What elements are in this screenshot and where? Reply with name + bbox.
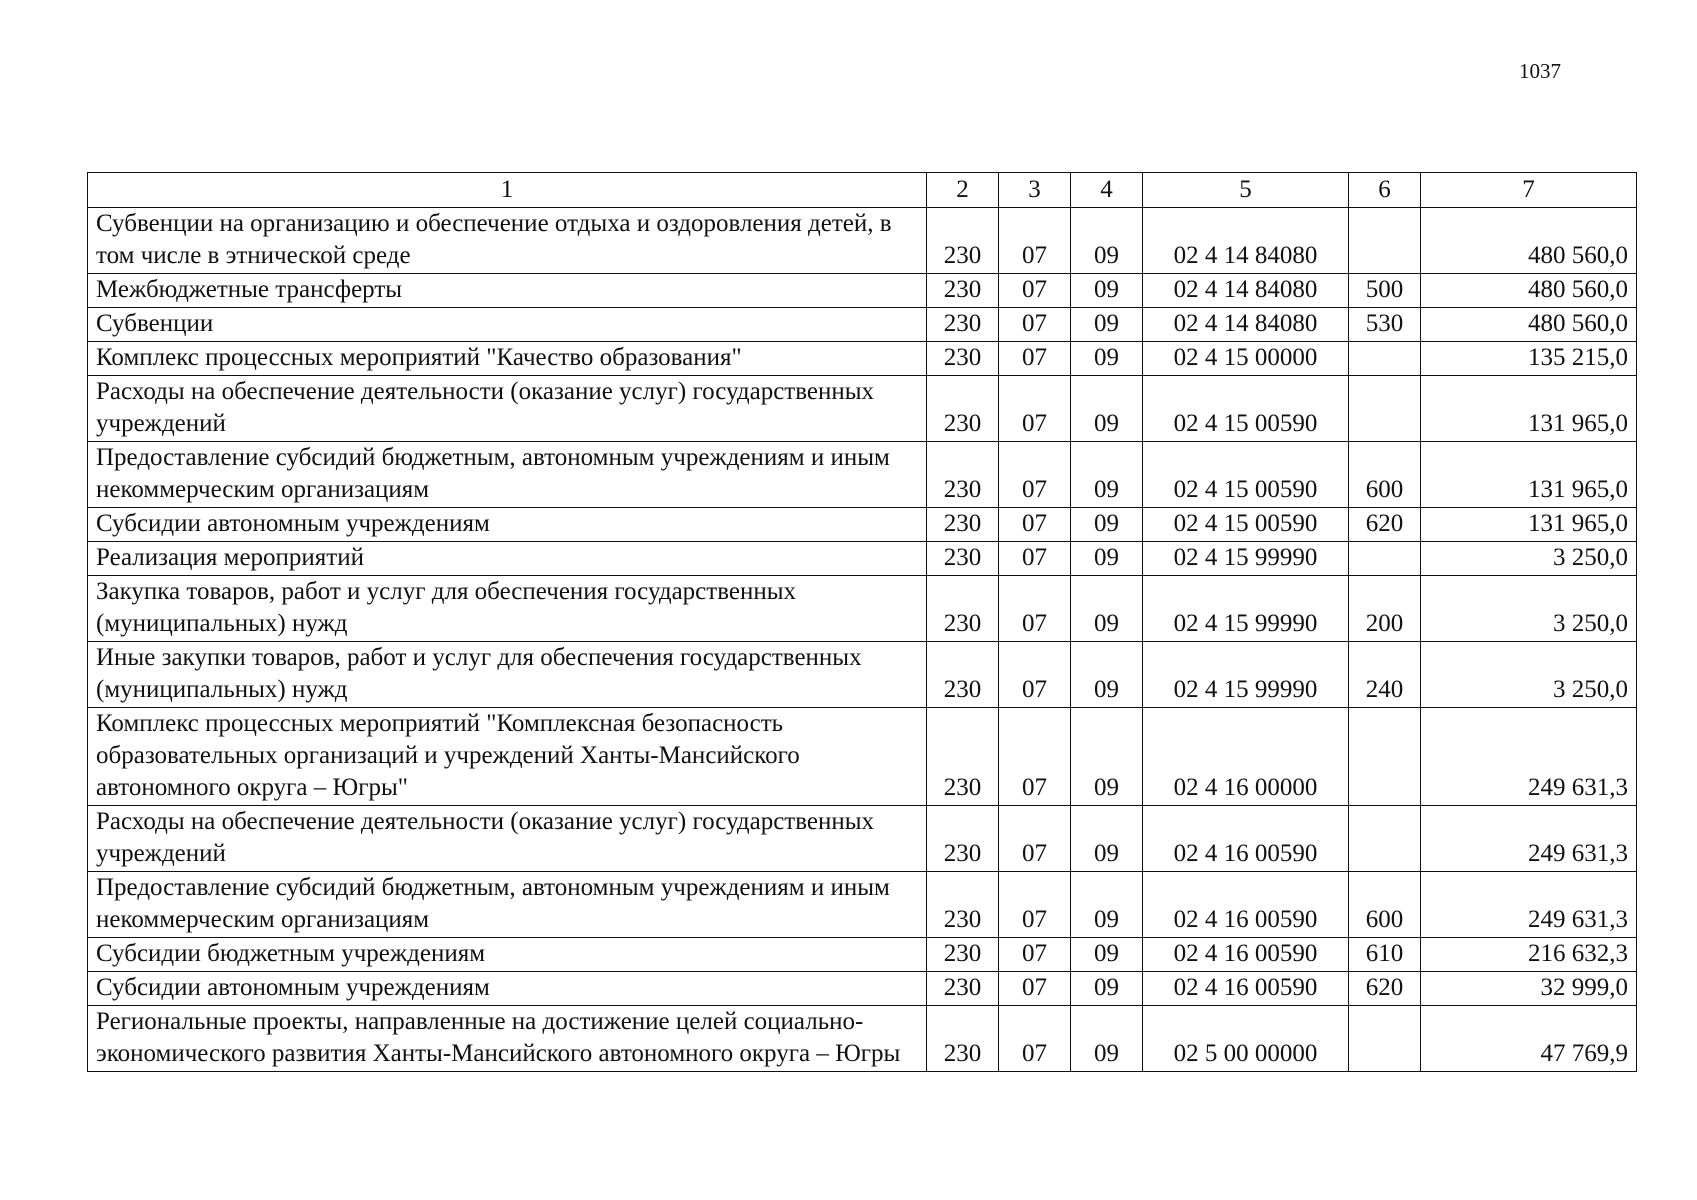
row-amount: 32 999,0 bbox=[1421, 972, 1637, 1006]
row-col6: 600 bbox=[1349, 442, 1421, 508]
row-col3: 07 bbox=[999, 708, 1071, 806]
row-col5: 02 4 15 00000 bbox=[1143, 342, 1349, 376]
row-col4: 09 bbox=[1071, 308, 1143, 342]
row-amount: 131 965,0 bbox=[1421, 376, 1637, 442]
row-name: Расходы на обеспечение деятельности (оказание услуг) государственных учреждений bbox=[88, 806, 927, 872]
row-col4: 09 bbox=[1071, 274, 1143, 308]
row-amount: 480 560,0 bbox=[1421, 308, 1637, 342]
row-col6: 530 bbox=[1349, 308, 1421, 342]
row-col5: 02 4 15 99990 bbox=[1143, 542, 1349, 576]
row-amount: 249 631,3 bbox=[1421, 708, 1637, 806]
row-name: Субсидии автономным учреждениям bbox=[88, 508, 927, 542]
table-row bbox=[88, 208, 1637, 274]
row-name: Реализация мероприятий bbox=[88, 542, 927, 576]
row-col4: 09 bbox=[1071, 872, 1143, 938]
row-amount: 131 965,0 bbox=[1421, 442, 1637, 508]
row-col6 bbox=[1349, 542, 1421, 576]
row-col3: 07 bbox=[999, 274, 1071, 308]
row-col3: 07 bbox=[999, 1006, 1071, 1072]
row-col5: 02 4 15 00590 bbox=[1143, 508, 1349, 542]
column-header-1: 1 bbox=[88, 173, 927, 208]
row-name: Субвенции bbox=[88, 308, 927, 342]
row-col3: 07 bbox=[999, 208, 1071, 274]
row-col6: 620 bbox=[1349, 972, 1421, 1006]
row-col5: 02 4 14 84080 bbox=[1143, 308, 1349, 342]
row-col2: 230 bbox=[927, 376, 999, 442]
table-row bbox=[88, 542, 1637, 576]
row-col5: 02 4 14 84080 bbox=[1143, 208, 1349, 274]
row-name: Расходы на обеспечение деятельности (оказание услуг) государственных учреждений bbox=[88, 376, 927, 442]
row-col6: 600 bbox=[1349, 872, 1421, 938]
row-col2: 230 bbox=[927, 208, 999, 274]
row-col3: 07 bbox=[999, 938, 1071, 972]
column-header-5: 5 bbox=[1143, 173, 1349, 208]
row-amount: 3 250,0 bbox=[1421, 576, 1637, 642]
row-name: Региональные проекты, направленные на достижение целей социально-экономического развития Ханты-Мансийского автономного округа – Югры bbox=[88, 1006, 927, 1072]
table-row bbox=[88, 642, 1637, 708]
row-col2: 230 bbox=[927, 508, 999, 542]
row-col2: 230 bbox=[927, 642, 999, 708]
row-col6 bbox=[1349, 376, 1421, 442]
row-col4: 09 bbox=[1071, 972, 1143, 1006]
row-col2: 230 bbox=[927, 938, 999, 972]
row-name: Субсидии бюджетным учреждениям bbox=[88, 938, 927, 972]
row-col3: 07 bbox=[999, 576, 1071, 642]
row-col4: 09 bbox=[1071, 576, 1143, 642]
row-col2: 230 bbox=[927, 576, 999, 642]
row-col2: 230 bbox=[927, 308, 999, 342]
row-col3: 07 bbox=[999, 972, 1071, 1006]
row-amount: 3 250,0 bbox=[1421, 642, 1637, 708]
table-row bbox=[88, 508, 1637, 542]
row-amount: 480 560,0 bbox=[1421, 274, 1637, 308]
row-col4: 09 bbox=[1071, 708, 1143, 806]
row-col5: 02 5 00 00000 bbox=[1143, 1006, 1349, 1072]
row-col2: 230 bbox=[927, 1006, 999, 1072]
row-col3: 07 bbox=[999, 342, 1071, 376]
row-name: Предоставление субсидий бюджетным, автономным учреждениям и иным некоммерческим организациям bbox=[88, 872, 927, 938]
row-col6 bbox=[1349, 342, 1421, 376]
row-col6 bbox=[1349, 708, 1421, 806]
row-col6 bbox=[1349, 1006, 1421, 1072]
row-col6: 500 bbox=[1349, 274, 1421, 308]
row-col2: 230 bbox=[927, 708, 999, 806]
row-name: Предоставление субсидий бюджетным, автономным учреждениям и иным некоммерческим организациям bbox=[88, 442, 927, 508]
table-row bbox=[88, 1006, 1637, 1072]
row-col2: 230 bbox=[927, 442, 999, 508]
row-col2: 230 bbox=[927, 972, 999, 1006]
row-amount: 135 215,0 bbox=[1421, 342, 1637, 376]
row-amount: 249 631,3 bbox=[1421, 872, 1637, 938]
row-col5: 02 4 15 99990 bbox=[1143, 576, 1349, 642]
row-col4: 09 bbox=[1071, 806, 1143, 872]
column-header-3: 3 bbox=[999, 173, 1071, 208]
row-col6: 620 bbox=[1349, 508, 1421, 542]
table-row bbox=[88, 376, 1637, 442]
row-col6: 200 bbox=[1349, 576, 1421, 642]
header-row bbox=[88, 173, 1637, 208]
row-col2: 230 bbox=[927, 274, 999, 308]
row-col3: 07 bbox=[999, 308, 1071, 342]
row-col3: 07 bbox=[999, 376, 1071, 442]
row-col4: 09 bbox=[1071, 342, 1143, 376]
row-col5: 02 4 15 99990 bbox=[1143, 642, 1349, 708]
row-col2: 230 bbox=[927, 342, 999, 376]
row-col4: 09 bbox=[1071, 542, 1143, 576]
table-row bbox=[88, 308, 1637, 342]
row-col3: 07 bbox=[999, 872, 1071, 938]
column-header-4: 4 bbox=[1071, 173, 1143, 208]
row-col4: 09 bbox=[1071, 508, 1143, 542]
table-row bbox=[88, 972, 1637, 1006]
table-row bbox=[88, 806, 1637, 872]
row-name: Иные закупки товаров, работ и услуг для обеспечения государственных (муниципальных) нужд bbox=[88, 642, 927, 708]
row-col2: 230 bbox=[927, 542, 999, 576]
row-col5: 02 4 14 84080 bbox=[1143, 274, 1349, 308]
table-row bbox=[88, 274, 1637, 308]
table-row bbox=[88, 708, 1637, 806]
table-row bbox=[88, 576, 1637, 642]
row-col2: 230 bbox=[927, 806, 999, 872]
column-header-6: 6 bbox=[1349, 173, 1421, 208]
row-col4: 09 bbox=[1071, 208, 1143, 274]
row-amount: 216 632,3 bbox=[1421, 938, 1637, 972]
row-amount: 3 250,0 bbox=[1421, 542, 1637, 576]
row-col4: 09 bbox=[1071, 442, 1143, 508]
row-col3: 07 bbox=[999, 542, 1071, 576]
row-col4: 09 bbox=[1071, 938, 1143, 972]
row-col5: 02 4 16 00590 bbox=[1143, 938, 1349, 972]
row-col5: 02 4 16 00590 bbox=[1143, 872, 1349, 938]
column-header-2: 2 bbox=[927, 173, 999, 208]
row-col5: 02 4 16 00000 bbox=[1143, 708, 1349, 806]
row-name: Комплекс процессных мероприятий "Комплексная безопасность образовательных организаций и учреждений Ханты-Мансийского автономного округа – Югры" bbox=[88, 708, 927, 806]
row-col4: 09 bbox=[1071, 1006, 1143, 1072]
row-amount: 131 965,0 bbox=[1421, 508, 1637, 542]
row-col3: 07 bbox=[999, 508, 1071, 542]
row-name: Межбюджетные трансферты bbox=[88, 274, 927, 308]
row-col6 bbox=[1349, 806, 1421, 872]
row-col5: 02 4 15 00590 bbox=[1143, 376, 1349, 442]
row-name: Субсидии автономным учреждениям bbox=[88, 972, 927, 1006]
row-name: Комплекс процессных мероприятий "Качество образования" bbox=[88, 342, 927, 376]
row-col5: 02 4 16 00590 bbox=[1143, 806, 1349, 872]
page-number: 1037 bbox=[1519, 59, 1561, 83]
row-col3: 07 bbox=[999, 442, 1071, 508]
row-amount: 249 631,3 bbox=[1421, 806, 1637, 872]
column-header-7: 7 bbox=[1421, 173, 1637, 208]
row-col6: 610 bbox=[1349, 938, 1421, 972]
row-name: Субвенции на организацию и обеспечение отдыха и оздоровления детей, в том числе в этнической среде bbox=[88, 208, 927, 274]
table-row bbox=[88, 872, 1637, 938]
row-name: Закупка товаров, работ и услуг для обеспечения государственных (муниципальных) нужд bbox=[88, 576, 927, 642]
row-col2: 230 bbox=[927, 872, 999, 938]
row-col3: 07 bbox=[999, 642, 1071, 708]
row-amount: 480 560,0 bbox=[1421, 208, 1637, 274]
table-row bbox=[88, 442, 1637, 508]
table-row bbox=[88, 342, 1637, 376]
row-col4: 09 bbox=[1071, 376, 1143, 442]
row-amount: 47 769,9 bbox=[1421, 1006, 1637, 1072]
row-col5: 02 4 16 00590 bbox=[1143, 972, 1349, 1006]
table-row bbox=[88, 938, 1637, 972]
budget-table bbox=[87, 172, 1637, 1072]
row-col6: 240 bbox=[1349, 642, 1421, 708]
row-col6 bbox=[1349, 208, 1421, 274]
row-col3: 07 bbox=[999, 806, 1071, 872]
row-col5: 02 4 15 00590 bbox=[1143, 442, 1349, 508]
row-col4: 09 bbox=[1071, 642, 1143, 708]
